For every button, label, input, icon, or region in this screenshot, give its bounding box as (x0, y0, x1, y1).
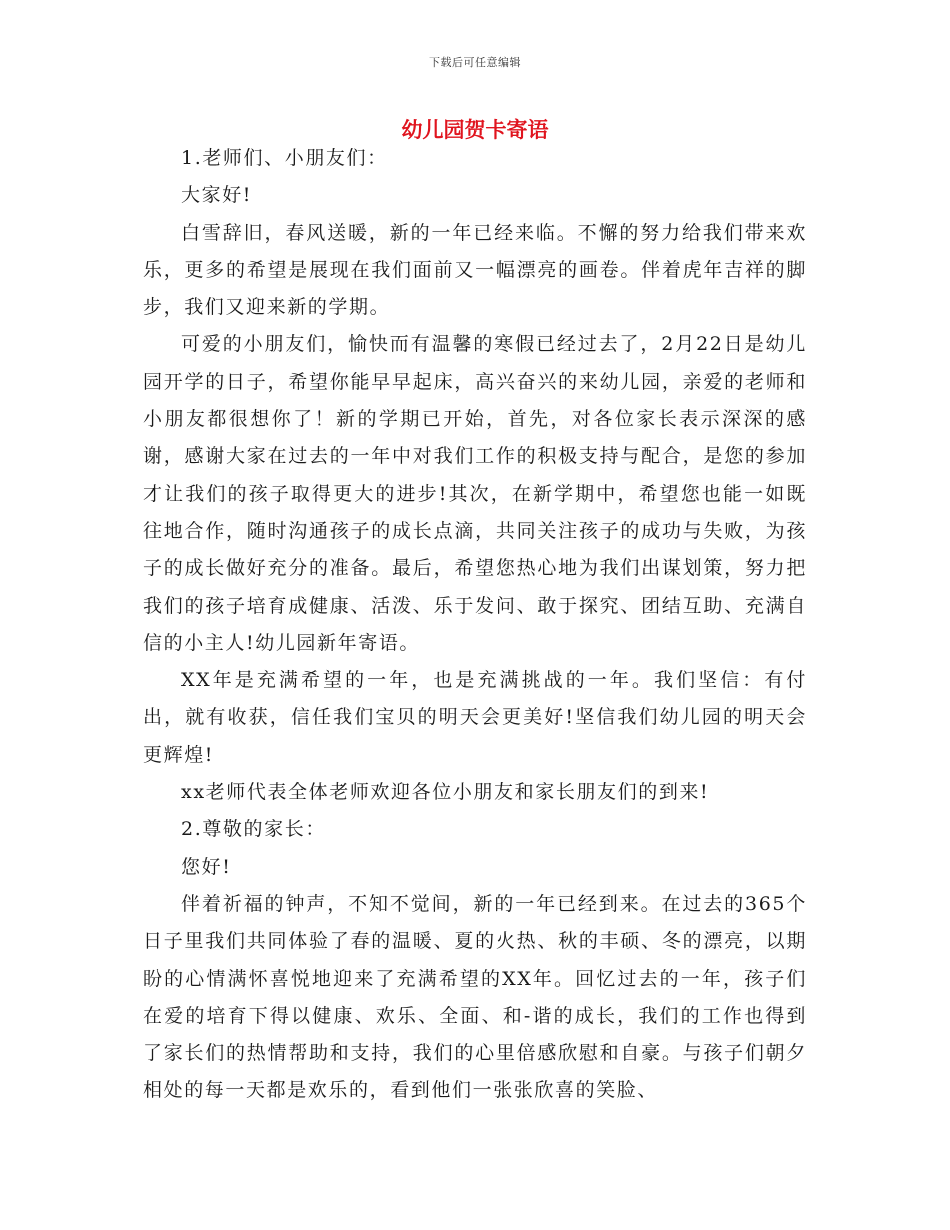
paragraph: 1.老师们、小朋友们： (181, 147, 388, 169)
paragraph: 伴着祈福的钟声，不知不觉间，新的一年已经到来。在过去的365个日子里我们共同体验了春的温暖、夏的火热、秋的丰硕、冬的漂亮，以期盼的心情满怀喜悦地迎来了充满希望的XX年。回忆过去的一年，孩子们在爱的培育下得以健康、欢乐、全面、和-谐的成长，我们的工作也得到了家长们的热情帮助和支持，我们的心里倍感欣慰和自豪。与孩子们朝夕相处的每一天都是欢乐的，看到他们一张张欣喜的笑脸、 (143, 892, 807, 1102)
document-body (143, 140, 807, 1110)
paragraph: xx老师代表全体老师欢迎各位小朋友和家长朋友们的到来! (181, 781, 710, 804)
header-note: 下载后可任意编辑 (429, 56, 521, 69)
paragraph: 可爱的小朋友们，愉快而有温馨的寒假已经过去了，2月22日是幼儿园开学的日子，希望你能早早起床，高兴奋兴的来幼儿园，亲爱的老师和小朋友都很想你了！新的学期已开始，首先，对各位家长表示深深的感谢，感谢大家在过去的一年中对我们工作的积极支持与配合，是您的参加才让我们的孩子取得更大的进步!其次，在新学期中，希望您也能一如既往地合作，随时沟通孩子的成长点滴，共同关注孩子的成功与失败，为孩子的成长做好充分的准备。最后，希望您热心地为我们出谋划策，努力把我们的孩子培育成健康、活泼、乐于发问、敢于探究、团结互助、充满自信的小主人!幼儿园新年寄语。 (143, 333, 807, 654)
document-title: 幼儿园贺卡寄语 (401, 118, 549, 142)
paragraph: 您好! (181, 855, 232, 878)
paragraph: 2.尊敬的家长： (181, 818, 326, 841)
paragraph: 白雪辞旧，春风送暖，新的一年已经来临。不懈的努力给我们带来欢乐，更多的希望是展现在我们面前又一幅漂亮的画卷。伴着虎年吉祥的脚步，我们又迎来新的学期。 (143, 221, 807, 319)
paragraph: XX年是充满希望的一年，也是充满挑战的一年。我们坚信：有付出，就有收获，信任我们宝贝的明天会更美好!坚信我们幼儿园的明天会更辉煌! (143, 669, 807, 766)
paragraph: 大家好! (181, 184, 253, 207)
